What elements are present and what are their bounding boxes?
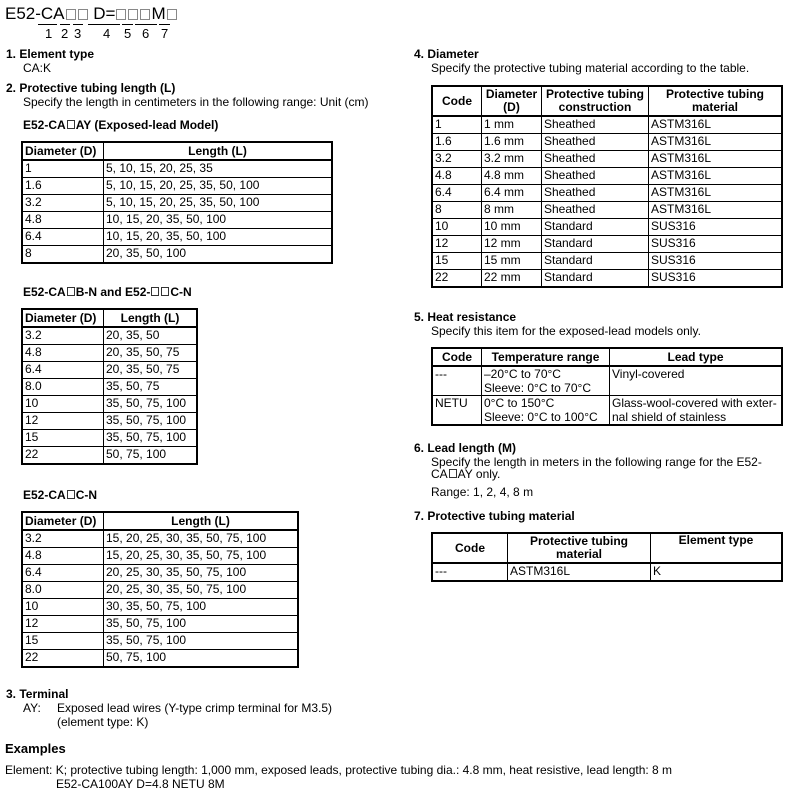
- table-row: [22, 616, 298, 633]
- underline-4: [88, 24, 120, 25]
- examples-line1: K; protective tubing length: 1,000 mm, exposed leads, protective tubing dia.: 4.8 mm, heat resistive, lead length: 8 m: [55, 763, 673, 777]
- cell: 8.0: [22, 379, 104, 396]
- cell-line: Glass-wool-covered with exter-: [612, 396, 777, 410]
- cell: 12: [22, 413, 104, 430]
- cell: 20, 35, 50, 75: [104, 362, 198, 379]
- title-part: E52-CA: [23, 285, 66, 299]
- position-3: 3: [74, 26, 82, 41]
- examples-label: Element:: [5, 763, 53, 777]
- table-heat-resistance: [431, 347, 783, 426]
- column-header: Diameter (D): [22, 309, 104, 327]
- cell: 30, 35, 50, 75, 100: [104, 599, 299, 616]
- table-row: [22, 178, 332, 195]
- table-row: [22, 362, 197, 379]
- cell: 15: [432, 253, 482, 270]
- section-title: 2. Protective tubing length (L): [6, 81, 176, 95]
- cell: 6.4 mm: [482, 185, 542, 202]
- table-row: [22, 327, 197, 345]
- table-row: [22, 195, 332, 212]
- cell: 3.2 mm: [482, 151, 542, 168]
- cell: 35, 50, 75: [104, 379, 198, 396]
- cell: 10 mm: [482, 219, 542, 236]
- cell: 8 mm: [482, 202, 542, 219]
- cell: 20, 35, 50: [104, 327, 198, 345]
- cell: 10, 15, 20, 35, 50, 100: [104, 229, 333, 246]
- cell: Standard: [542, 236, 649, 253]
- cell: 6.4: [432, 185, 482, 202]
- cell: 4.8: [22, 212, 104, 229]
- underline-2: [60, 24, 70, 25]
- cell: Sheathed: [542, 134, 649, 151]
- section-diameter: [414, 47, 749, 75]
- cell: Sheathed: [542, 185, 649, 202]
- cell: 35, 50, 75, 100: [104, 616, 299, 633]
- section-title: 6. Lead length (M): [414, 441, 516, 455]
- section-title: 5. Heat resistance: [414, 310, 517, 324]
- cell: Standard: [542, 219, 649, 236]
- section-tubing-material: [414, 509, 575, 523]
- cell: 10: [22, 599, 104, 616]
- table-row: [432, 151, 782, 168]
- table-row: [22, 582, 298, 599]
- title-part: C-N: [75, 488, 98, 502]
- cell: 8: [432, 202, 482, 219]
- terminal-desc-line1: Exposed lead wires (Y-type crimp terminal for M3.5): [57, 701, 332, 715]
- cell: 3.2: [22, 195, 104, 212]
- placeholder-box: [78, 9, 88, 20]
- table-row: [432, 185, 782, 202]
- position-6: 6: [142, 26, 150, 41]
- title-part: C-N: [170, 285, 192, 299]
- placeholder-box: [449, 469, 457, 478]
- cell: 22: [22, 447, 104, 465]
- table-row: [432, 236, 782, 253]
- body-part: AY only.: [457, 467, 501, 481]
- cell: ASTM316L: [649, 185, 783, 202]
- section-body: Specify this item for the exposed-lead models only.: [431, 324, 701, 338]
- lead-length-range: Range: 1, 2, 4, 8 m: [431, 485, 534, 499]
- placeholder-box: [67, 287, 75, 296]
- column-header: Diameter (D): [22, 142, 104, 160]
- table-row: [432, 202, 782, 219]
- cell: 15: [22, 633, 104, 650]
- cell: 15 mm: [482, 253, 542, 270]
- title-part: B-N and E52-: [75, 285, 151, 299]
- column-header: Length (L): [104, 512, 299, 530]
- cell: [482, 396, 610, 426]
- cell: Standard: [542, 270, 649, 288]
- cell: 20, 25, 30, 35, 50, 75, 100: [104, 565, 299, 582]
- cell: ASTM316L: [649, 202, 783, 219]
- table-row: [22, 396, 197, 413]
- cell: 35, 50, 75, 100: [104, 430, 198, 447]
- cell: 3.2: [22, 530, 104, 548]
- examples-body: [5, 763, 672, 777]
- cell: 1.6: [22, 178, 104, 195]
- cell: 20, 25, 30, 35, 50, 75, 100: [104, 582, 299, 599]
- column-header: Protective tubing material: [508, 533, 651, 563]
- underline-6: [135, 24, 157, 25]
- placeholder-box: [161, 287, 169, 296]
- subsection-title-b-n: [23, 285, 192, 299]
- placeholder-box: [67, 490, 75, 499]
- section-heat-resistance: [414, 310, 701, 338]
- section-body: CA:K: [23, 61, 52, 75]
- cell: ASTM316L: [508, 563, 651, 581]
- table-row: [22, 447, 197, 465]
- cell: 5, 10, 15, 20, 25, 35, 50, 100: [104, 178, 333, 195]
- cell: ---: [432, 563, 508, 581]
- title-part: E52-CA: [23, 488, 66, 502]
- section-title: 7. Protective tubing material: [414, 509, 575, 523]
- placeholder-box: [151, 287, 159, 296]
- table-row: [22, 650, 298, 668]
- placeholder-box: [167, 9, 177, 20]
- table-length-c-n: [21, 511, 299, 668]
- position-4: 4: [103, 26, 111, 41]
- underline-3: [73, 24, 83, 25]
- cell: 15: [22, 430, 104, 447]
- table-row: [432, 219, 782, 236]
- table-row: [22, 565, 298, 582]
- cell: Standard: [542, 253, 649, 270]
- section-terminal: [6, 687, 332, 729]
- cell: 12 mm: [482, 236, 542, 253]
- model-diameter-prefix: D=: [93, 4, 116, 23]
- table-row: [432, 270, 782, 288]
- table-diameter: [431, 85, 783, 288]
- title-part: E52-CA: [23, 118, 66, 132]
- cell: [482, 366, 610, 396]
- cell: 20, 35, 50, 75: [104, 345, 198, 362]
- placeholder-box: [140, 9, 150, 20]
- section-body: Specify the length in centimeters in the following range: Unit (cm): [23, 95, 369, 109]
- table-row: [22, 633, 298, 650]
- placeholder-box: [67, 120, 75, 129]
- section-title: 3. Terminal: [6, 687, 69, 701]
- model-prefix: E52-CA: [5, 4, 65, 23]
- cell: 20, 35, 50, 100: [104, 246, 333, 264]
- column-header: Diameter (D): [482, 86, 542, 116]
- cell: 35, 50, 75, 100: [104, 633, 299, 650]
- cell: SUS316: [649, 270, 783, 288]
- cell: SUS316: [649, 236, 783, 253]
- table-row: [22, 246, 332, 264]
- cell: 5, 10, 15, 20, 25, 35, 50, 100: [104, 195, 333, 212]
- underline-1: [38, 24, 57, 25]
- column-header: Code: [432, 533, 508, 563]
- table-row: [22, 229, 332, 246]
- examples-model-code: E52-CA100AY D=4.8 NETU 8M: [56, 777, 225, 791]
- table-row: [22, 212, 332, 229]
- examples-title: Examples: [5, 741, 66, 756]
- table-row: [432, 563, 782, 581]
- cell-line: Vinyl-covered: [612, 367, 685, 381]
- terminal-code: AY:: [23, 701, 41, 715]
- column-header: Diameter (D): [22, 512, 104, 530]
- cell: 1 mm: [482, 116, 542, 134]
- model-m-letter: M: [151, 4, 166, 23]
- table-row: [22, 599, 298, 616]
- cell: 4.8: [22, 345, 104, 362]
- column-header: Temperature range: [482, 348, 610, 366]
- cell: SUS316: [649, 253, 783, 270]
- table-row: [432, 366, 782, 396]
- cell: 4.8: [432, 168, 482, 185]
- table-row: [22, 548, 298, 565]
- cell: 3.2: [22, 327, 104, 345]
- cell-line: –20°C to 70°C: [484, 367, 561, 381]
- table-row: [22, 413, 197, 430]
- cell: Sheathed: [542, 202, 649, 219]
- section-element-type: [6, 47, 94, 75]
- cell: Sheathed: [542, 116, 649, 134]
- placeholder-box: [66, 9, 76, 20]
- title-part: AY (Exposed-lead Model): [75, 118, 219, 132]
- body-part: CA: [431, 467, 448, 481]
- cell-line: nal shield of stainless: [612, 410, 727, 424]
- cell: ---: [432, 366, 482, 396]
- underline-7: [159, 24, 170, 25]
- cell: Sheathed: [542, 168, 649, 185]
- cell: 15, 20, 25, 30, 35, 50, 75, 100: [104, 548, 299, 565]
- model-code: [5, 4, 178, 24]
- table-row: [432, 134, 782, 151]
- column-header: Code: [432, 348, 482, 366]
- cell: 8.0: [22, 582, 104, 599]
- cell: 10: [22, 396, 104, 413]
- cell: 1: [432, 116, 482, 134]
- section-lead-length: [414, 441, 762, 499]
- table-row: [432, 116, 782, 134]
- cell: 22: [432, 270, 482, 288]
- cell: SUS316: [649, 219, 783, 236]
- cell: 50, 75, 100: [104, 650, 299, 668]
- section-title: 1. Element type: [6, 47, 95, 61]
- cell: 4.8 mm: [482, 168, 542, 185]
- section-tubing-length: [6, 81, 369, 109]
- position-2: 2: [61, 26, 69, 41]
- cell: ASTM316L: [649, 116, 783, 134]
- table-row: [22, 160, 332, 178]
- cell: NETU: [432, 396, 482, 426]
- cell: 35, 50, 75, 100: [104, 396, 198, 413]
- column-header: Protective tubing construction: [542, 86, 649, 116]
- cell: 1.6 mm: [482, 134, 542, 151]
- cell: 50, 75, 100: [104, 447, 198, 465]
- table-length-exposed-lead: [21, 141, 333, 264]
- cell: 12: [432, 236, 482, 253]
- cell: 1.6: [432, 134, 482, 151]
- cell: 15, 20, 25, 30, 35, 50, 75, 100: [104, 530, 299, 548]
- section-body: Specify the protective tubing material according to the table.: [431, 61, 750, 75]
- cell: 22 mm: [482, 270, 542, 288]
- cell: ASTM316L: [649, 168, 783, 185]
- table-row: [22, 345, 197, 362]
- cell: ASTM316L: [649, 151, 783, 168]
- cell: 6.4: [22, 229, 104, 246]
- table-length-b-n: [21, 308, 198, 465]
- subsection-title-c-n: [23, 488, 97, 502]
- position-7: 7: [161, 26, 169, 41]
- table-row: [432, 396, 782, 426]
- cell: 6.4: [22, 362, 104, 379]
- table-row: [432, 253, 782, 270]
- column-header: Length (L): [104, 142, 333, 160]
- cell: ASTM316L: [649, 134, 783, 151]
- column-header: Lead type: [610, 348, 783, 366]
- cell: 4.8: [22, 548, 104, 565]
- cell: 22: [22, 650, 104, 668]
- cell: 1: [22, 160, 104, 178]
- section-title: 4. Diameter: [414, 47, 479, 61]
- cell: 5, 10, 15, 20, 25, 35: [104, 160, 333, 178]
- column-header: Length (L): [104, 309, 198, 327]
- column-header: Element type: [651, 533, 783, 563]
- table-tubing-material: [431, 532, 783, 582]
- cell-line: 0°C to 150°C: [484, 396, 555, 410]
- cell: 12: [22, 616, 104, 633]
- terminal-desc-line2: (element type: K): [57, 715, 149, 729]
- cell: 8: [22, 246, 104, 264]
- table-row: [432, 168, 782, 185]
- cell: [610, 396, 783, 426]
- column-header: Code: [432, 86, 482, 116]
- cell-line: Sleeve: 0°C to 70°C: [484, 381, 591, 395]
- table-row: [22, 430, 197, 447]
- cell: 10, 15, 20, 35, 50, 100: [104, 212, 333, 229]
- cell: K: [651, 563, 783, 581]
- position-1: 1: [45, 26, 53, 41]
- cell: 3.2: [432, 151, 482, 168]
- cell-line: Sleeve: 0°C to 100°C: [484, 410, 598, 424]
- column-header: Protective tubing material: [649, 86, 783, 116]
- terminal-entry: [6, 701, 332, 715]
- cell: 10: [432, 219, 482, 236]
- placeholder-box: [128, 9, 138, 20]
- table-row: [22, 530, 298, 548]
- underline-5: [122, 24, 133, 25]
- cell: 6.4: [22, 565, 104, 582]
- subsection-title-exposed-lead: [23, 118, 218, 132]
- cell: [610, 366, 783, 396]
- table-row: [22, 379, 197, 396]
- cell: 35, 50, 75, 100: [104, 413, 198, 430]
- cell: Sheathed: [542, 151, 649, 168]
- position-5: 5: [124, 26, 132, 41]
- placeholder-box: [116, 9, 126, 20]
- section-body: Specify the length in meters in the following range for the E52-: [431, 455, 762, 469]
